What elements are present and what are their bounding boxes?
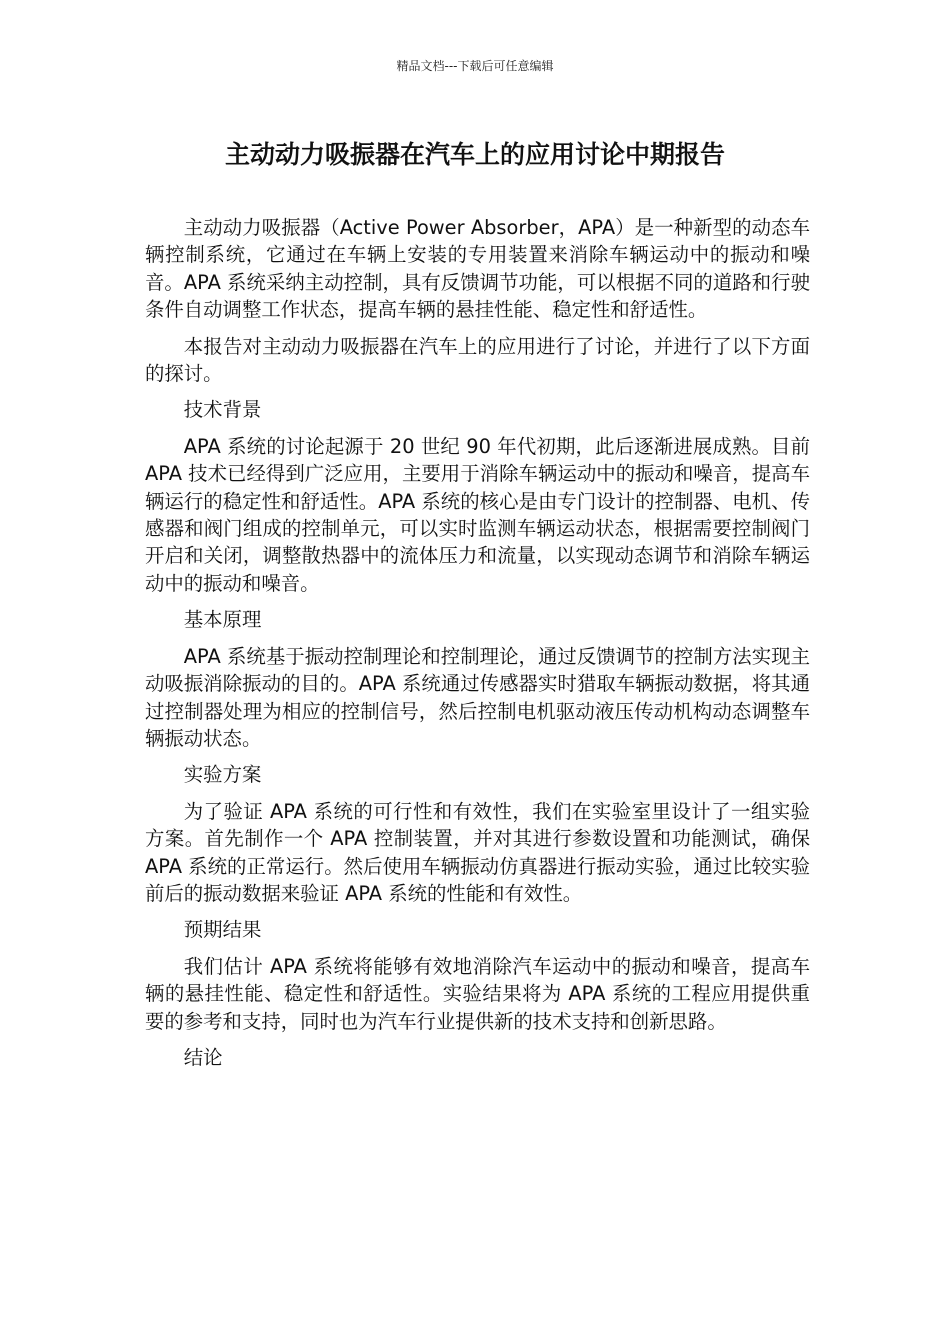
header-note: 精品文档---下载后可任意编辑: [396, 59, 554, 73]
paragraph-intro: 主动动力吸振器（Active Power Absorber，APA）是一种新型的动态车辆控制系统，它通过在车辆上安装的专用装置来消除车辆运动中的振动和噪音。APA 系统采纳主动控制，具有反馈调节功能，可以根据不同的道路和行驶条件自动调整工作状态，提高车辆的悬挂性能、稳定性和舒适性。: [145, 216, 810, 322]
paragraph-scope: 本报告对主动动力吸振器在汽车上的应用进行了讨论，并进行了以下方面的探讨。: [145, 334, 810, 386]
section-heading-background: 技术背景: [183, 398, 262, 422]
paragraph-expected-results: 我们估计 APA 系统将能够有效地消除汽车运动中的振动和噪音，提高车辆的悬挂性能、稳定性和舒适性。实验结果将为 APA 系统的工程应用提供重要的参考和支持，同时也为汽车行业提供新的技术支持和创新思路。: [145, 954, 810, 1033]
section-heading-principle: 基本原理: [183, 608, 262, 632]
section-heading-expected-results: 预期结果: [183, 918, 262, 942]
document-title: 主动动力吸振器在汽车上的应用讨论中期报告: [224, 140, 725, 169]
document-body: [145, 214, 810, 1080]
paragraph-background: APA 系统的讨论起源于 20 世纪 90 年代初期，此后逐渐进展成熟。目前 APA 技术已经得到广泛应用，主要用于消除车辆运动中的振动和噪音，提高车辆运行的稳定性和舒适性。APA 系统的核心是由专门设计的控制器、电机、传感器和阀门组成的控制单元，可以实时监测车辆运动状态，根据需要控制阀门开启和关闭，调整散热器中的流体压力和流量，以实现动态调节和消除车辆运动中的振动和噪音。: [145, 434, 810, 595]
paragraph-principle: APA 系统基于振动控制理论和控制理论，通过反馈调节的控制方法实现主动吸振消除振动的目的。APA 系统通过传感器实时猎取车辆振动数据，将其通过控制器处理为相应的控制信号，然后控制电机驱动液压传动机构动态调整车辆振动状态。: [145, 644, 810, 750]
section-heading-experiment: 实验方案: [183, 763, 262, 787]
section-heading-conclusion: 结论: [183, 1045, 223, 1069]
paragraph-experiment: 为了验证 APA 系统的可行性和有效性，我们在实验室里设计了一组实验方案。首先制作一个 APA 控制装置，并对其进行参数设置和功能测试，确保 APA 系统的正常运行。然后使用车辆振动仿真器进行振动实验，通过比较实验前后的振动数据来验证 APA 系统的性能和有效性。: [145, 799, 810, 905]
